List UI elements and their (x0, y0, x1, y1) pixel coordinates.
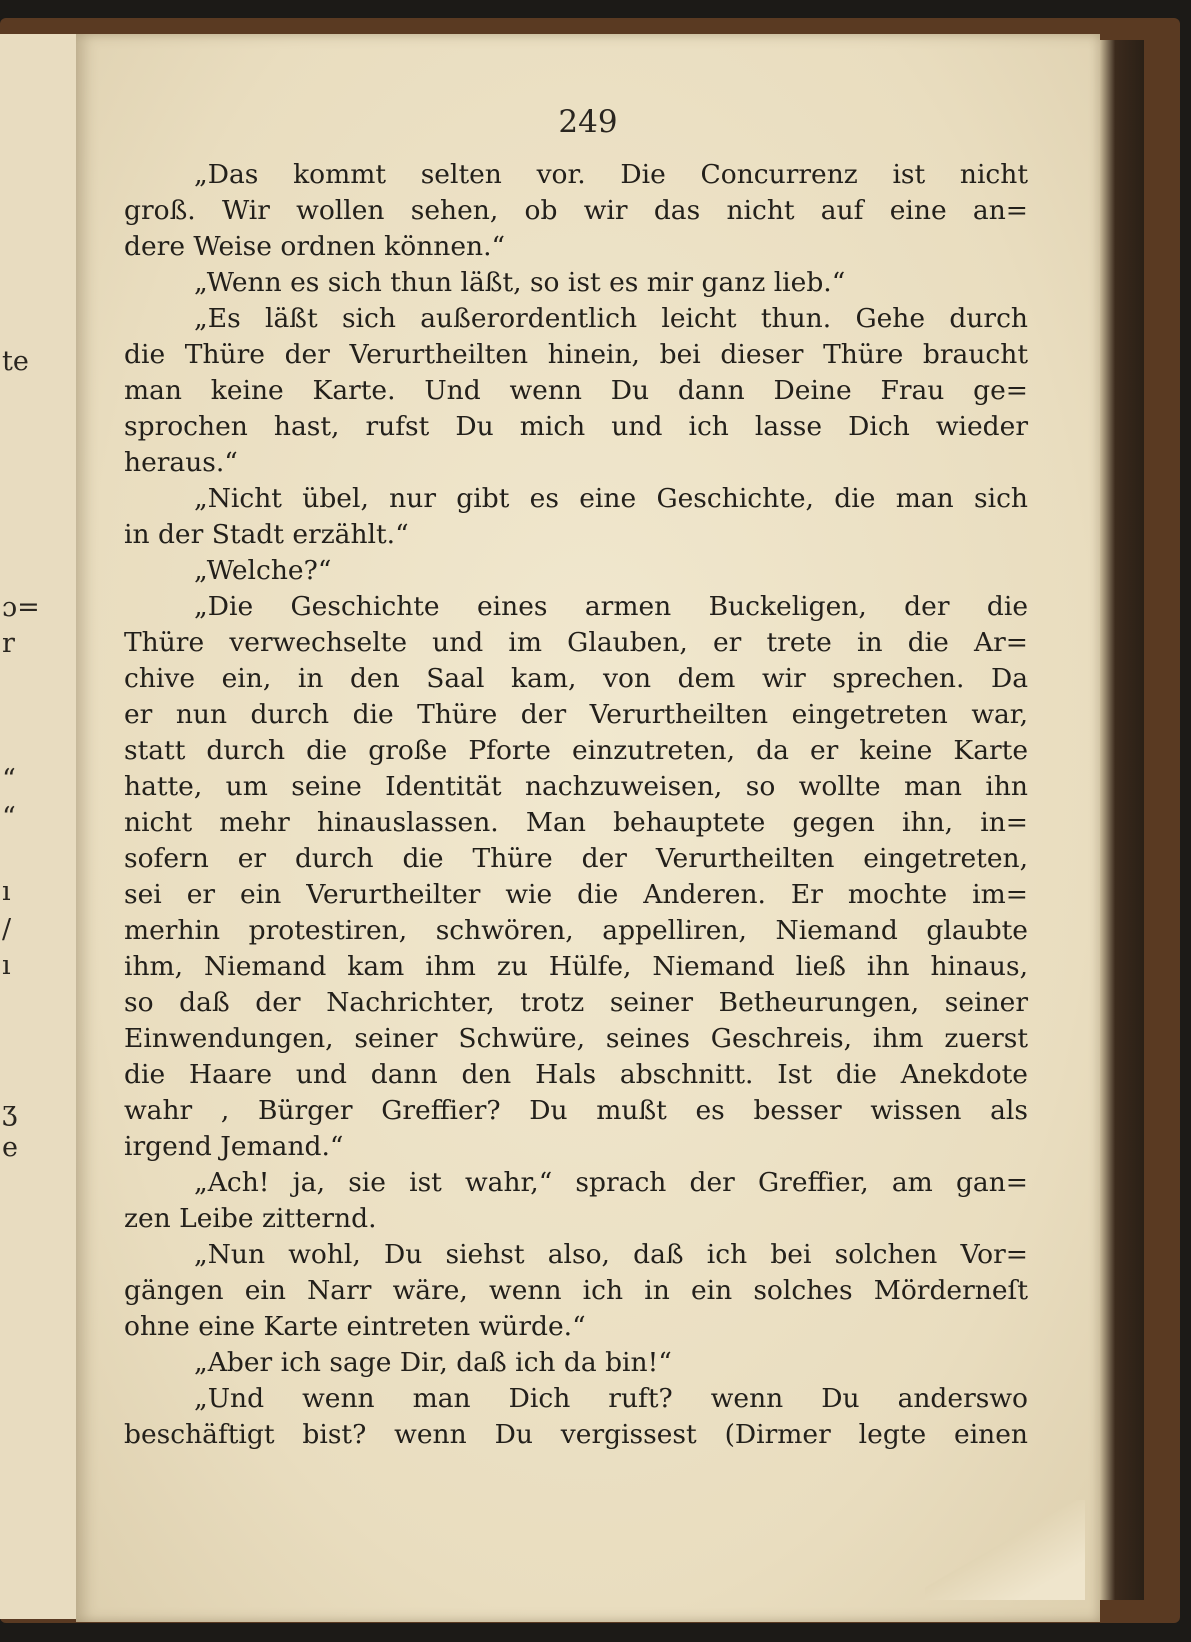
text-line: groß. Wir wollen sehen, ob wir das nicht auf eine an= (124, 195, 1028, 226)
text-line: „Das kommt selten vor. Die Concurrenz ist nicht (194, 159, 1028, 190)
body-text (124, 157, 1028, 1453)
book-page (76, 34, 1100, 1622)
text-line: sofern er durch die Thüre der Verurtheilten eingetreten, (124, 843, 1028, 874)
left-page-fragment: “ (2, 802, 16, 833)
text-line: die Haare und dann den Hals abschnitt. Ist die Anekdote (124, 1059, 1028, 1090)
text-line: „Die Geschichte eines armen Buckeligen, der die (194, 591, 1028, 622)
text-line: zen Leibe zitternd. (124, 1203, 377, 1234)
text-line: statt durch die große Pforte einzutreten, da er keine Karte (124, 735, 1028, 766)
text-line: man keine Karte. Und wenn Du dann Deine Frau ge= (124, 375, 1028, 406)
text-line: chive ein, in den Saal kam, von dem wir sprechen. Da (124, 663, 1028, 694)
text-line: sprochen hast, rufst Du mich und ich lasse Dich wieder (124, 411, 1028, 442)
left-page-fragment: “ (2, 764, 16, 795)
text-line: gängen ein Narr wäre, wenn ich in ein solches Mörderneſt (124, 1275, 1028, 1306)
text-line: er nun durch die Thüre der Verurtheilten eingetreten war, (124, 699, 1028, 730)
page-corner-curl (925, 1500, 1085, 1600)
text-line: ohne eine Karte eintreten würde.“ (124, 1311, 586, 1342)
text-line: sei er ein Verurtheilter wie die Anderen. Er mochte im= (124, 879, 1028, 910)
left-page-fragment: / (2, 914, 12, 945)
left-page-fragment: ı (2, 876, 11, 907)
text-line: die Thüre der Verurtheilten hinein, bei dieser Thüre braucht (124, 339, 1028, 370)
left-page-fragment: ʒ (2, 1096, 18, 1127)
left-page-fragment: ı (2, 950, 11, 981)
text-line: Einwendungen, seiner Schwüre, seines Geschreis, ihm zuerst (124, 1023, 1028, 1054)
text-line: in der Stadt erzählt.“ (124, 519, 409, 550)
text-line: „Nicht übel, nur gibt es eine Geschichte, die man sich (194, 483, 1028, 514)
text-line: „Aber ich sage Dir, daß ich da bin!“ (194, 1347, 672, 1378)
text-line: „Wenn es sich thun läßt, so ist es mir ganz lieb.“ (194, 267, 846, 298)
text-line: „Welche?“ (194, 555, 332, 586)
text-line: hatte, um seine Identität nachzuweisen, so wollte man ihn (124, 771, 1028, 802)
text-line: so daß der Nachrichter, trotz seiner Betheurungen, seiner (124, 987, 1028, 1018)
text-line: „Nun wohl, Du siehst also, daß ich bei solchen Vor= (194, 1239, 1028, 1270)
text-line: heraus.“ (124, 447, 238, 478)
text-line: Thüre verwechselte und im Glauben, er trete in die Ar= (124, 627, 1028, 658)
text-line: „Und wenn man Dich ruft? wenn Du anderswo (194, 1383, 1028, 1414)
page-number: 249 (558, 104, 618, 140)
left-page-fragment: ɔ= (2, 592, 40, 623)
left-page-fragment: r (2, 628, 15, 659)
text-line: merhin protestiren, schwören, appelliren, Niemand glaubte (124, 915, 1028, 946)
text-line: ihm, Niemand kam ihm zu Hülfe, Niemand ließ ihn hinaus, (124, 951, 1028, 982)
text-line: irgend Jemand.“ (124, 1131, 344, 1162)
text-line: dere Weise ordnen können.“ (124, 231, 506, 262)
text-line: „Es läßt sich außerordentlich leicht thun. Gehe durch (194, 303, 1028, 334)
left-page-fragment: te (2, 346, 29, 377)
left-page-edge (0, 34, 78, 1619)
text-line: nicht mehr hinauslassen. Man behauptete gegen ihn, in= (124, 807, 1028, 838)
text-line: wahr , Bürger Greffier? Du mußt es besser wissen als (124, 1095, 1028, 1126)
left-page-fragment: e (2, 1132, 18, 1163)
text-line: „Ach! ja, sie ist wahr,“ sprach der Greffier, am gan= (194, 1167, 1028, 1198)
text-line: beschäftigt bist? wenn Du vergissest (Dirmer legte einen (124, 1419, 1028, 1450)
